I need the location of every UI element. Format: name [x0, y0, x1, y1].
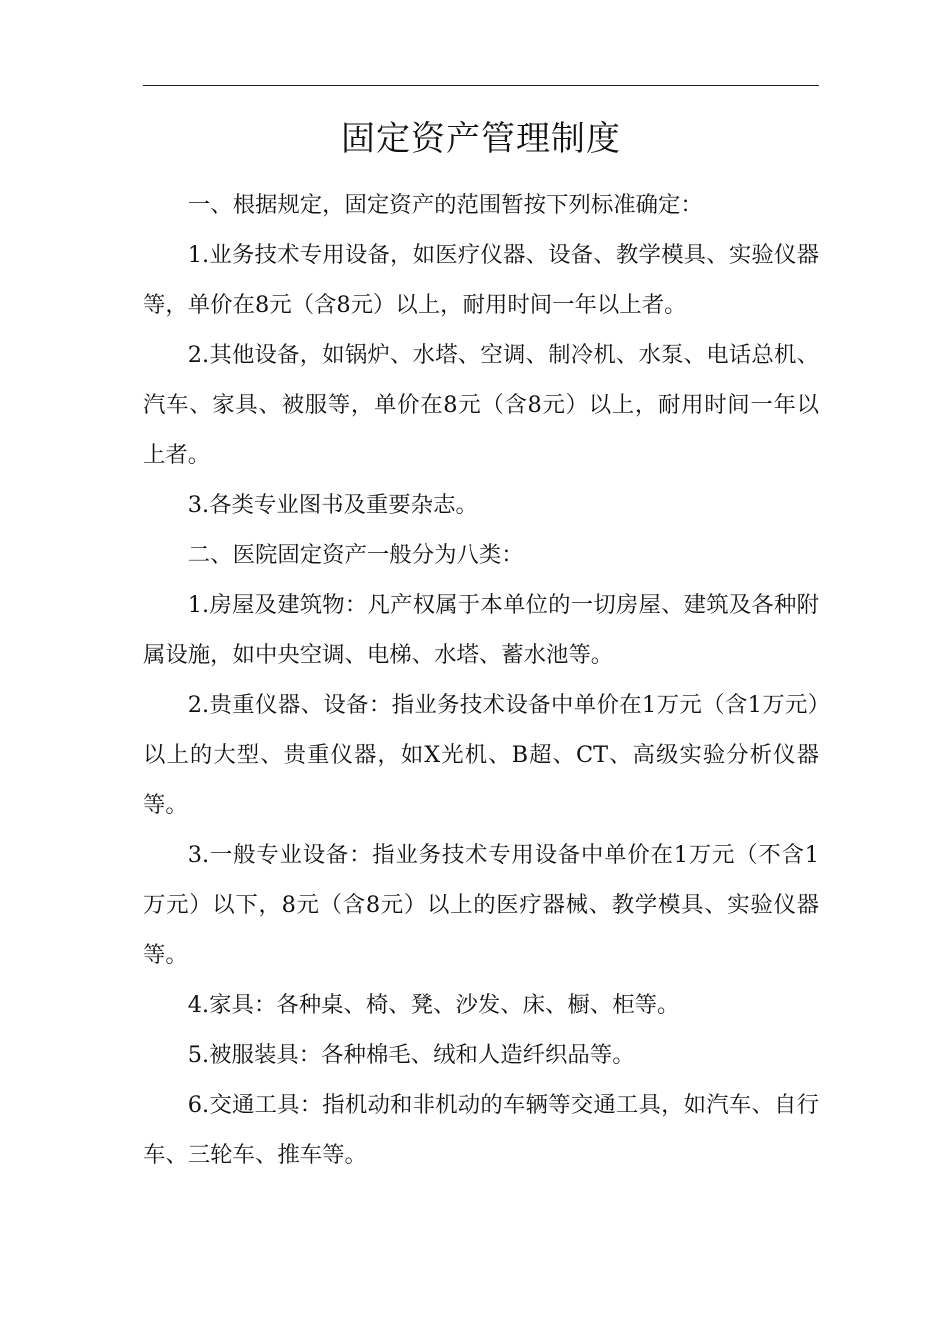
- paragraph-1: 一、根据规定，固定资产的范围暂按下列标准确定：: [187, 192, 703, 218]
- paragraph-7: 2.贵重仪器、设备：指业务技术设备中单价在1万元（含1万元）以上的大型、贵重仪器，如X光机、B超、CT、高级实验分析仪器等。: [143, 692, 819, 818]
- paragraph-6: 1.房屋及建筑物：凡产权属于本单位的一切房屋、建筑及各种附属设施，如中央空调、电梯、水塔、蓄水池等。: [143, 592, 819, 668]
- paragraph-11: 6.交通工具：指机动和非机动的车辆等交通工具，如汽车、自行车、三轮车、推车等。: [143, 1092, 819, 1168]
- paragraph-4: 3.各类专业图书及重要杂志。: [187, 492, 478, 518]
- page-title: 固定资产管理制度: [341, 119, 621, 159]
- paragraph-9: 4.家具：各种桌、椅、凳、沙发、床、橱、柜等。: [187, 992, 680, 1018]
- paragraph-10: 5.被服装具：各种棉毛、绒和人造纤织品等。: [187, 1042, 635, 1068]
- paragraph-8: 3.一般专业设备：指业务技术专用设备中单价在1万元（不含1万元）以下，8元（含8元）以上的医疗器械、教学模具、实验仪器等。: [143, 842, 819, 968]
- paragraph-2: 1.业务技术专用设备，如医疗仪器、设备、教学模具、实验仪器等，单价在8元（含8元）以上，耐用时间一年以上者。: [143, 242, 819, 318]
- paragraph-3: 2.其他设备，如锅炉、水塔、空调、制冷机、水泵、电话总机、汽车、家具、被服等，单价在8元（含8元）以上，耐用时间一年以上者。: [143, 342, 819, 468]
- paragraph-5: 二、医院固定资产一般分为八类：: [187, 542, 524, 568]
- document-body: [143, 180, 819, 1180]
- header-rule: [143, 85, 819, 86]
